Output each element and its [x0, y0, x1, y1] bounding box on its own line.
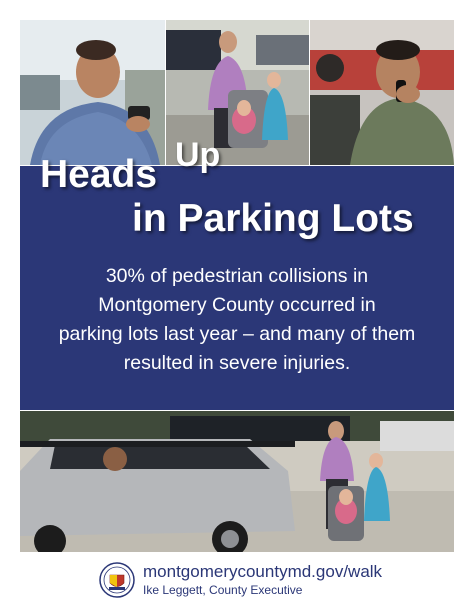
- statistic-line: resulted in severe injuries.: [123, 352, 351, 374]
- headline-heads: Heads: [40, 153, 158, 196]
- statistic-line: Montgomery County occurred in: [98, 294, 376, 316]
- county-executive: Ike Leggett, County Executive: [143, 583, 303, 597]
- car-and-pedestrians-photo: [20, 411, 454, 552]
- statistic-line: 30% of pedestrian collisions in: [105, 265, 369, 287]
- man-with-phone-photo: [20, 20, 165, 165]
- statistic-text: [30, 262, 444, 378]
- statistic-line: parking lots last year – and many of them: [58, 323, 416, 345]
- headline-parking-lots: in Parking Lots: [132, 197, 414, 240]
- driver-on-phone-photo: [310, 20, 454, 165]
- county-seal-icon: [99, 562, 135, 598]
- website-link[interactable]: montgomerycountymd.gov/walk: [143, 562, 383, 581]
- headline-up: Up: [175, 136, 221, 174]
